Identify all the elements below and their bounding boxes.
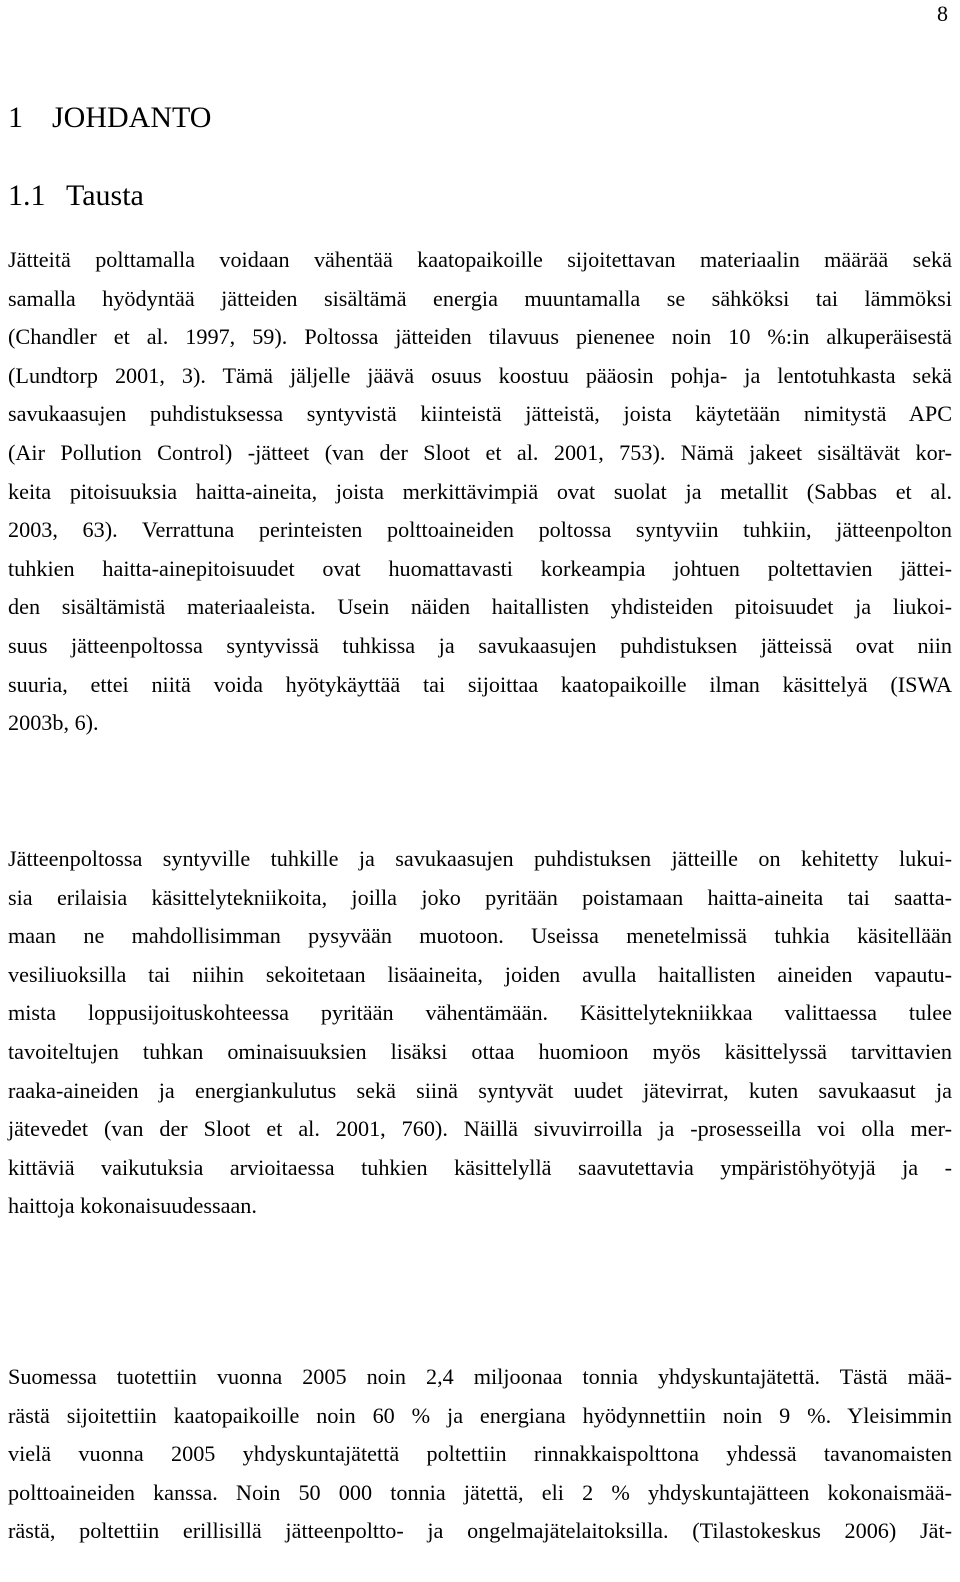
text-line: haittoja kokonaisuudessaan. (8, 1193, 257, 1219)
text-line: maan ne mahdollisimman pysyvään muotoon. Useissa menetelmissä tuhkia käsitellään (8, 923, 952, 949)
text-line: Jätteenpoltossa syntyville tuhkille ja savukaasujen puhdistuksen jätteille on kehitetty lukui- (8, 846, 952, 871)
text-line: sia erilaisia käsittelytekniikoita, joilla joko pyritään poistamaan haitta-aineita tai saatta- (8, 884, 952, 910)
chapter-title: JOHDANTO (52, 101, 212, 134)
text-line: (Lundtorp 2001, 3). Tämä jäljelle jäävä osuus koostuu pääosin pohja- ja lentotuhkasta sekä (8, 362, 952, 388)
text-line: samalla hyödyntää jätteiden sisältämä energia muuntamalla se sähköksi tai lämmöksi (8, 285, 952, 311)
text-line: rästä sijoitettiin kaatopaikoille noin 60 % ja energiana hyödynnettiin noin 9 %. Yleisimmin (8, 1402, 952, 1428)
text-line: (Air Pollution Control) -jätteet (van der Sloot et al. 2001, 753). Nämä jakeet sisältävät kor- (8, 439, 952, 465)
text-line: rästä, poltettiin erillisillä jätteenpoltto- ja ongelmajätelaitoksilla. (Tilastokeskus 2006) Jät- (8, 1518, 952, 1544)
text-line: suuria, ettei niitä voida hyötykäyttää tai sijoittaa kaatopaikoille ilman käsittelyä (ISWA (8, 671, 952, 697)
text-line: 2003b, 6). (8, 710, 99, 736)
section-number: 1.1 (8, 179, 46, 212)
text-line: tuhkien haitta-ainepitoisuudet ovat huomattavasti korkeampia johtuen poltettavien jättei- (8, 555, 952, 581)
chapter-number: 1 (8, 101, 23, 134)
text-line: Jätteitä polttamalla voidaan vähentää kaatopaikoille sijoitettavan materiaalin määrää sekä (8, 247, 952, 272)
text-line: tavoiteltujen tuhkan ominaisuuksien lisäksi ottaa huomioon myös käsittelyssä tarvittavien (8, 1038, 952, 1064)
paragraph-2 (8, 840, 952, 1226)
text-line: vielä vuonna 2005 yhdyskuntajätettä poltettiin rinnakkaispolttona yhdessä tavanomaisten (8, 1441, 952, 1467)
text-line: raaka-aineiden ja energiankulutus sekä siinä syntyvät uudet jätevirrat, kuten savukaasut ja (8, 1077, 952, 1103)
text-line: suus jätteenpoltossa syntyvissä tuhkissa ja savukaasujen puhdistuksen jätteissä ovat niin (8, 632, 952, 658)
text-line: mista loppusijoituskohteessa pyritään vähentämään. Käsittelytekniikkaa valittaessa tulee (8, 1000, 952, 1026)
text-line: Suomessa tuotettiin vuonna 2005 noin 2,4 miljoonaa tonnia yhdyskuntajätettä. Tästä mää- (8, 1364, 952, 1389)
text-line: keita pitoisuuksia haitta-aineita, joista merkittävimpiä ovat suolat ja metallit (Sabbas et al. (8, 478, 952, 504)
text-line: kittäviä vaikutuksia arvioitaessa tuhkien käsittelyllä saavutettavia ympäristöhyötyjä ja - (8, 1154, 952, 1180)
text-line: den sisältämistä materiaaleista. Usein näiden haitallisten yhdisteiden pitoisuudet ja liukoi- (8, 594, 952, 620)
text-line: polttoaineiden kanssa. Noin 50 000 tonnia jätettä, eli 2 % yhdyskuntajätteen kokonaismää- (8, 1479, 952, 1505)
page-number: 8 (937, 1, 948, 26)
text-line: jätevedet (van der Sloot et al. 2001, 760). Näillä sivuvirroilla ja -prosesseilla voi olla mer- (8, 1116, 952, 1142)
section-title: Tausta (66, 179, 144, 212)
text-line: (Chandler et al. 1997, 59). Poltossa jätteiden tilavuus pienenee noin 10 %:in alkuperäisestä (8, 324, 952, 350)
text-line: 2003, 63). Verrattuna perinteisten polttoaineiden poltossa syntyviin tuhkiin, jätteenpolton (8, 517, 952, 543)
text-line: vesiliuoksilla tai niihin sekoitetaan lisäaineita, joiden avulla haitallisten aineiden vapautu- (8, 961, 952, 987)
paragraph-1 (8, 241, 952, 743)
section-heading (8, 178, 144, 214)
paragraph-3 (8, 1358, 952, 1551)
text-line: savukaasujen puhdistuksessa syntyvistä kiinteistä jätteistä, joista käytetään nimitystä APC (8, 401, 952, 427)
chapter-heading (8, 100, 211, 136)
